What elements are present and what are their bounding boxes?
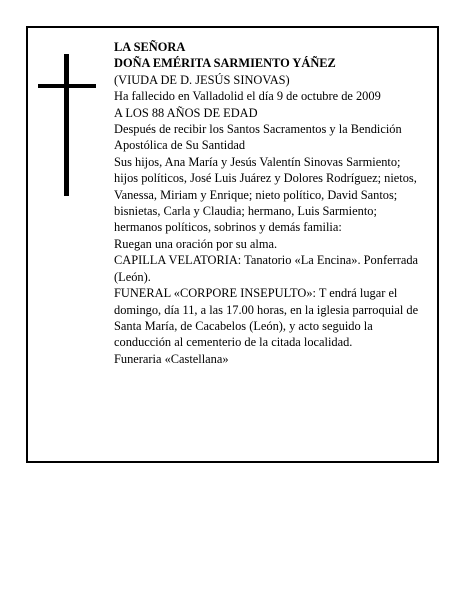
sacraments-line: Después de recibir los Santos Sacramentos y la Bendición Apostólica de Su Santidad [114,122,402,153]
cross-horizontal-bar [38,84,96,88]
funeral-paragraph: FUNERAL «CORPORE INSEPULTO»: T endrá lugar el domingo, día 11, a las 17.00 horas, en la iglesia parroquial de Santa María, de Cacabelos (León), y acto seguido la conducción al cementerio de la citada localidad. [114,286,419,350]
notice-title: LA SEÑORA [114,40,186,54]
chapel-line: CAPILLA VELATORIA: Tanatorio «La Encina». Ponferrada (León). [114,253,419,284]
prayer-line: Ruegan una oración por su alma. [114,236,278,251]
cross-vertical-bar [64,54,69,196]
widow-of-line: (VIUDA DE D. JESÚS SINOVAS) [114,72,290,87]
death-line: Ha fallecido en Valladolid el día 9 de octubre de 2009 [114,89,381,104]
obituary-text [114,39,420,367]
family-paragraph: Sus hijos, Ana María y Jesús Valentín Sinovas Sarmiento; hijos políticos, José Luis Juárez y Dolores Rodríguez; nietos, Vanessa, Miriam y Enrique; nieto político, David Santos; bisnietas, Carla y Claudia; hermano, Luis Sarmiento; hermanos políticos, sobrinos y demás familia: [114,154,417,235]
funeral-home-line: Funeraria «Castellana» [114,351,229,366]
age-line: A LOS 88 AÑOS DE EDAD [114,105,258,120]
deceased-name: DOÑA EMÉRITA SARMIENTO YÁÑEZ [114,56,336,71]
